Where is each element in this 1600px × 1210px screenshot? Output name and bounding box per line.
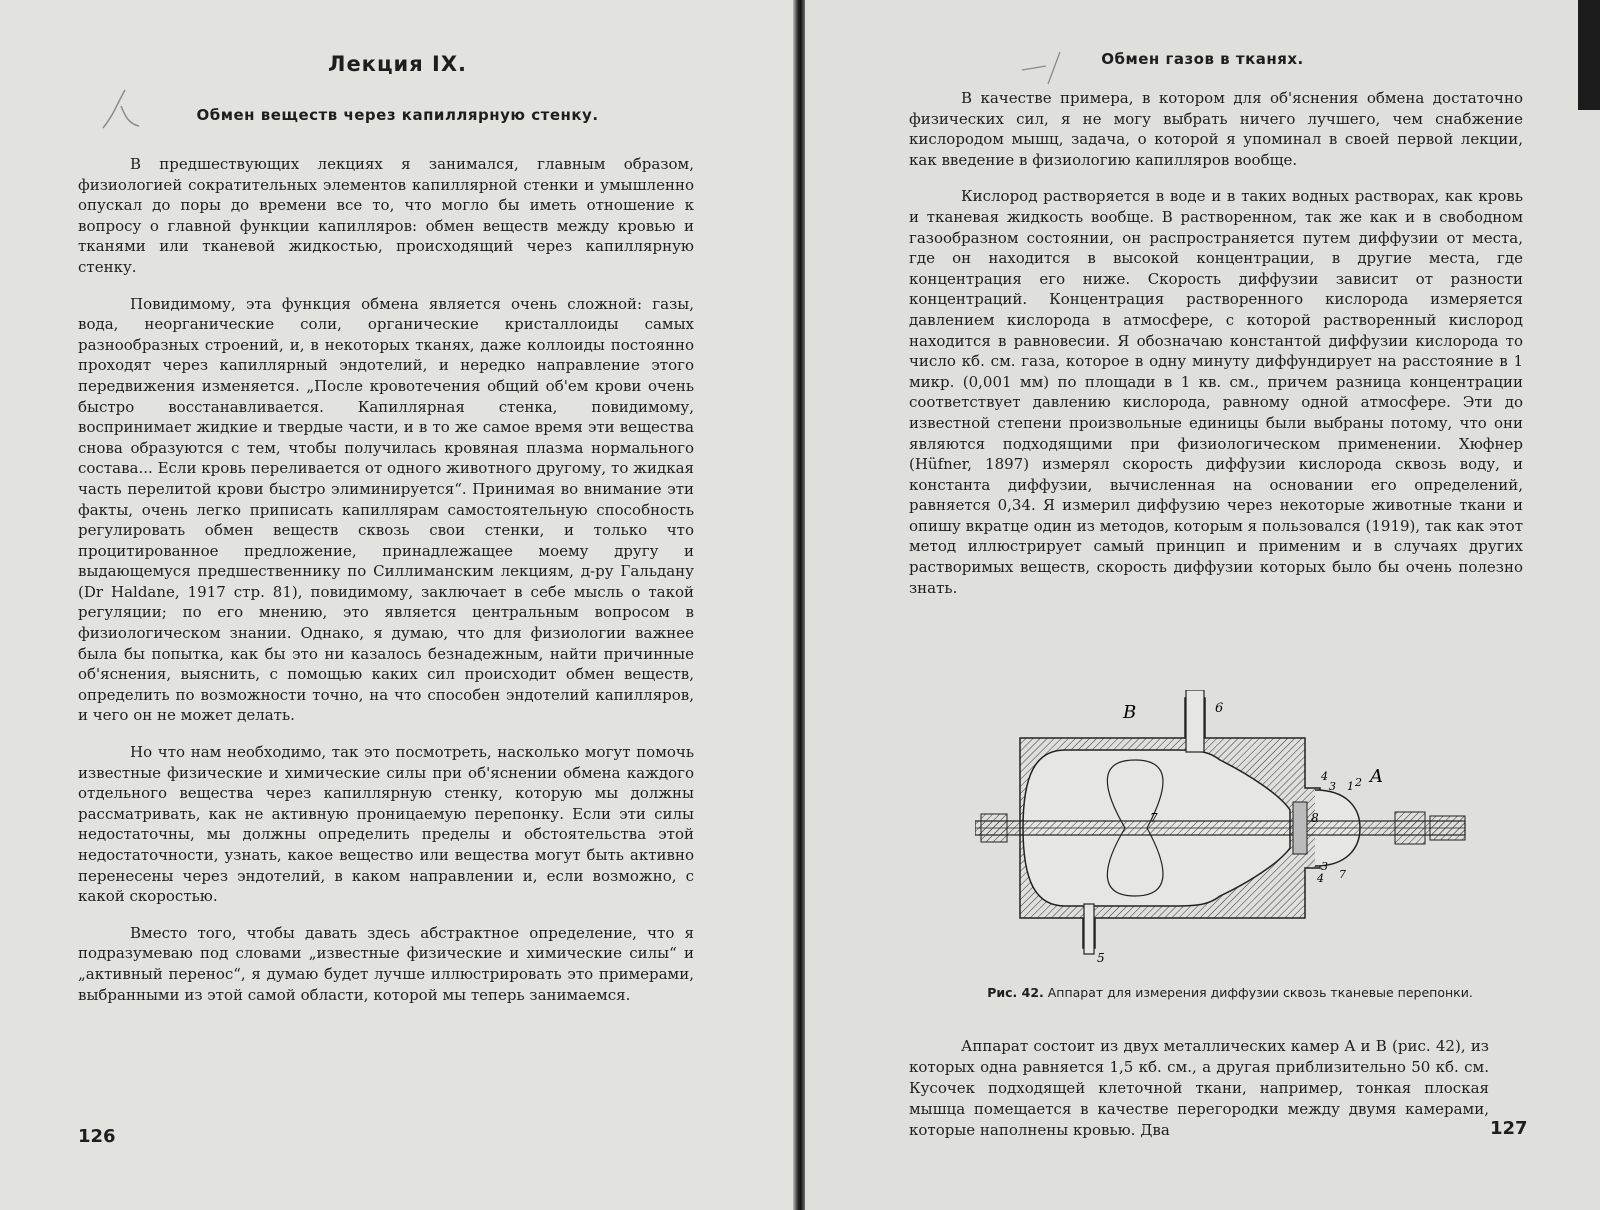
figure-label-6: 6 <box>1215 701 1224 716</box>
figure-label-b: B <box>1123 702 1137 723</box>
left-paragraph-1: В предшествующих лекциях я занимался, главным образом, физиологией сократительных элементов капиллярной стенки и умышленно опускал до поры до времени все то, что могло бы иметь отношение к вопросу о главной функции капилляров: обмен веществ между кровью и тканями или тканевой жидкостью, происходящий через капиллярную стенку. <box>78 155 694 276</box>
figure-label-a: A <box>1370 766 1383 787</box>
page-edge-shadow <box>1578 0 1600 110</box>
right-body-text <box>909 88 1523 614</box>
figure-caption-label: Рис. 42. <box>987 985 1044 1000</box>
right-paragraph-1: В качестве примера, в котором для об'яснения обмена достаточно физических сил, я не могу выбрать ничего лучшего, чем снабжение кислородом мышц, задача, о которой я упоминал в своей первой лекции, как введение в физиологию капилляров вообще. <box>909 89 1523 169</box>
figure-caption-text: Аппарат для измерения диффузии сквозь тканевые перепонки. <box>1047 985 1473 1000</box>
right-paragraph-2: Кислород растворяется в воде и в таких водных растворах, как кровь и тканевая жидкость вообще. В растворенном, так же как и в свободном газообразном состоянии, он распространяется путем диффузии от места, где он находится в высокой концентрации, в другие места, где концентрация его ниже. Скорость диффузии зависит от разности концентраций. Концентрация растворенного кислорода измеряется давлением кислорода в атмосфере, с которой растворенный кислород находится в равновесии. Я обозначаю константой диффузии кислорода то число кб. см. газа, которое в одну минуту диффундирует на расстояние в 1 микр. (0,001 мм) по площади в 1 кв. см., причем разница концентрации соответствует давлению кислорода, равному одной атмосфере. Эти до известной степени произвольные единицы были выбраны потому, что они являются подходящими при физиологическом применении. Хюфнер (Hüfner, 1897) измерял скорость диффузии кислорода сквозь воду, и константа диффузии, вычисленная на основании его определений, равняется 0,34. Я измерил диффузию через некоторые животные ткани и опишу вкратце один из методов, которым я пользовался (1919), так как этот метод иллюстрирует самый принцип и применим и в случаях других растворимых веществ, скорость диффузии которых было бы очень полезно знать. <box>909 187 1523 597</box>
left-page-number: 126 <box>78 1126 116 1147</box>
figure-caption <box>955 985 1505 1001</box>
figure-label-8: 8 <box>1311 811 1319 825</box>
left-body-text <box>78 154 694 1021</box>
figure-label-3b: 3 <box>1321 860 1328 873</box>
right-page-title: Обмен газов в тканях. <box>1101 50 1304 68</box>
figure-label-7b: 7 <box>1339 868 1346 881</box>
figure-label-5: 5 <box>1097 951 1105 965</box>
left-page <box>0 0 795 1210</box>
right-page <box>805 0 1600 1210</box>
left-paragraph-2: Повидимому, эта функция обмена является очень сложной: газы, вода, неорганические соли, органические кристаллоиды самых разнообразных строений, и, в некоторых тканях, даже коллоиды постоянно проходят через капиллярный эндотелий, и нередко направление этого передвижения изменяется. „После кровотечения общий об'ем крови очень быстро восстанавливается. Капиллярная стенка, повидимому, воспринимает жидкие и твердые части, и в то же самое время эти вещества снова образуются с тем, чтобы получилась кровяная плазма нормального состава... Если кровь переливается от одного животного другому, то жидкая часть перелитой крови быстро элиминируется“. Принимая во внимание эти факты, очень легко приписать капиллярам самостоятельную способность регулировать обмен веществ сквозь свои стенки, и только что процитированное предложение, принадлежащее моему другу и выдающемуся предшественнику по Силлиманским лекциям, д-ру Гальдану (Dr Haldane, 1917 стр. 81), повидимому, заключает в себе мысль о такой регуляции; по его мнению, это является центральным вопросом в физиологическом знании. Однако, я думаю, что для физиологии важнее была бы попытка, как бы это ни казалось безнадежным, найти причинные об'яснения, выяснить, с помощью каких сил происходит обмен веществ, определить по возможности точно, на что способен эндотелий капилляров, и чего он не может делать. <box>78 294 694 725</box>
left-paragraph-3: Но что нам необходимо, так это посмотреть, насколько могут помочь известные физические и химические силы при об'яснении обмена каждого отдельного вещества через капиллярную стенку, которую мы должны рассматривать, как не активную проницаемую перепонку. Если эти силы недостаточны, мы должны определить пределы и обстоятельства этой недостаточности, узнать, какое вещество или вещества могут быть активно перенесены через эндотелий, в каком направлении и, если возможно, с какой скоростью. <box>78 743 694 906</box>
figure-label-4b: 4 <box>1317 872 1324 885</box>
pencil-mark-icon <box>1020 48 1080 88</box>
lecture-heading: Лекция IX. <box>328 52 467 76</box>
figure-label-7: 7 <box>1150 811 1158 825</box>
figure-label-1: 1 <box>1347 780 1354 793</box>
right-after-figure-text <box>909 1036 1489 1141</box>
diffusion-apparatus-figure <box>975 690 1485 970</box>
pencil-mark-icon <box>95 86 145 136</box>
left-paragraph-4: Вместо того, чтобы давать здесь абстрактное определение, что я подразумеваю под словами „известные физические и химические силы“ и „активный перенос“, я думаю будет лучше иллюстрировать это примерами, выбранными из этой самой области, которой мы теперь занимаемся. <box>78 923 694 1004</box>
left-page-title: Обмен веществ через капиллярную стенку. <box>196 106 599 124</box>
figure-label-3: 3 <box>1329 780 1336 793</box>
figure-label-2: 2 <box>1355 776 1362 789</box>
figure-label-4: 4 <box>1321 770 1328 783</box>
right-paragraph-3: Аппарат состоит из двух металлических камер A и B (рис. 42), из которых одна равняется 1,5 кб. см., а другая приблизительно 50 кб. см. Кусочек подходящей клеточной ткани, например, тонкая плоская мышца помещается в качестве перегородки между двумя камерами, которые наполнены кровью. Два <box>909 1037 1489 1139</box>
right-page-number: 127 <box>1490 1118 1528 1139</box>
